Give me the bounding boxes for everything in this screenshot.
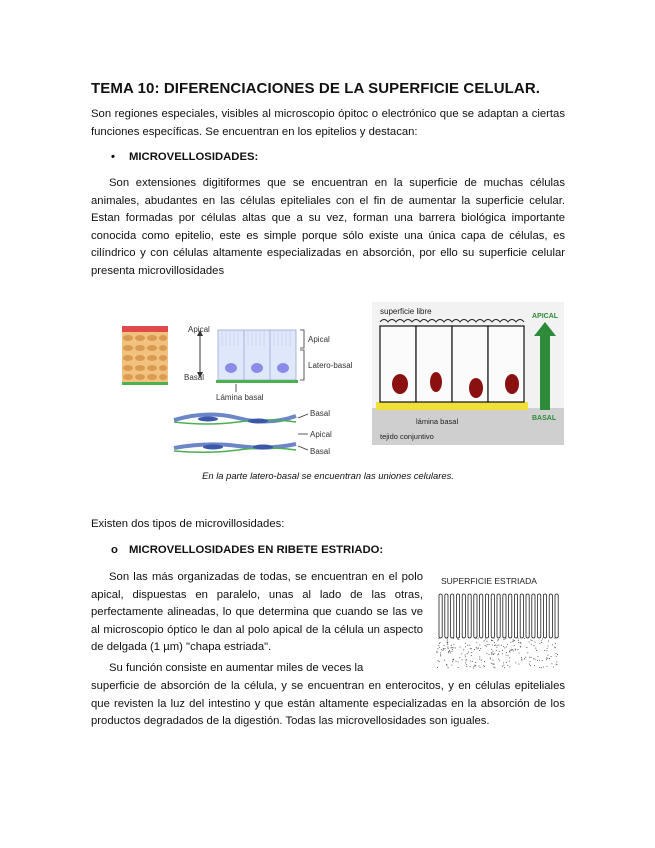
cytoplasm-dot	[491, 649, 492, 650]
bullet-label: MICROVELLOSIDADES:	[129, 151, 259, 163]
cytoplasm-dot	[546, 650, 547, 651]
microvillus	[543, 594, 546, 638]
cytoplasm-dot	[555, 653, 556, 654]
cytoplasm-dot	[494, 663, 495, 664]
cytoplasm-dot	[481, 660, 482, 661]
cytoplasm-dot	[519, 652, 520, 653]
cytoplasm-dot	[541, 642, 542, 643]
label-apical-right: Apical	[308, 335, 330, 344]
cytoplasm-dot	[537, 660, 538, 661]
cytoplasm-dot	[478, 648, 479, 649]
cytoplasm-dot	[491, 654, 492, 655]
cytoplasm-dot	[520, 643, 521, 644]
cytoplasm-dot	[466, 659, 467, 660]
cytoplasm-dot	[557, 654, 558, 655]
cytoplasm-dot	[510, 642, 511, 643]
cytoplasm-dot	[530, 665, 531, 666]
intro-paragraph: Son regiones especiales, visibles al microscopio ópitoc o electrónico que se adaptan a ciertas funciones específicas. Se encuentran en los epitelios y destacan:	[91, 108, 565, 138]
cytoplasm-dot	[551, 663, 552, 664]
cytoplasm-dot	[455, 647, 456, 648]
cytoplasm-dot	[447, 642, 448, 643]
cytoplasm-dot	[509, 666, 510, 667]
microvillus	[485, 594, 488, 638]
cytoplasm-dot	[475, 665, 476, 666]
cytoplasm-dot	[535, 648, 536, 649]
cytoplasm-dot	[494, 667, 495, 668]
cytoplasm-dot	[539, 643, 540, 644]
cytoplasm-dot	[436, 652, 437, 653]
cytoplasm-dot	[466, 664, 467, 665]
cytoplasm-dot	[466, 666, 467, 667]
label-apical-left: Apical	[188, 325, 210, 334]
cytoplasm-dot	[526, 647, 527, 648]
cytoplasm-dot	[507, 665, 508, 666]
cytoplasm-dot	[439, 661, 440, 662]
cytoplasm-dot	[531, 657, 532, 658]
cytoplasm-dot	[494, 653, 495, 654]
cytoplasm-dot	[470, 666, 471, 667]
cytoplasm-dot	[486, 641, 487, 642]
cytoplasm-dot	[453, 638, 454, 639]
cytoplasm-dot	[439, 643, 440, 644]
cytoplasm-dot	[529, 641, 530, 642]
cytoplasm-dot	[542, 660, 543, 661]
cytoplasm-dot	[471, 648, 472, 649]
cytoplasm-dot	[459, 657, 460, 658]
cytoplasm-dot	[506, 662, 507, 663]
cytoplasm-dot	[503, 646, 504, 647]
bullet-mark-o: o	[111, 544, 118, 556]
microvillus	[462, 594, 465, 638]
cytoplasm-dot	[460, 647, 461, 648]
cytoplasm-dot	[491, 640, 492, 641]
cytoplasm-dot	[492, 640, 493, 641]
cytoplasm-dot	[548, 645, 549, 646]
cytoplasm-dot	[437, 660, 438, 661]
label-apical-mid: Apical	[310, 430, 332, 439]
cytoplasm-dot	[437, 648, 438, 649]
microvillus	[532, 594, 535, 638]
cytoplasm-dot	[513, 639, 514, 640]
cytoplasm-dot	[448, 667, 449, 668]
cytoplasm-dot	[527, 652, 528, 653]
cytoplasm-dot	[443, 645, 444, 646]
cytoplasm-dot	[497, 640, 498, 641]
cytoplasm-dot	[438, 638, 439, 639]
cytoplasm-dot	[453, 647, 454, 648]
cytoplasm-dot	[509, 661, 510, 662]
cytoplasm-dot	[475, 662, 476, 663]
label-tejido-conjuntivo: tejido conjuntivo	[380, 432, 434, 441]
label-lamina-basal: Lámina basal	[216, 393, 264, 402]
microvillus	[526, 594, 529, 638]
basement-band-right	[216, 380, 298, 383]
cytoplasm-dot	[474, 649, 475, 650]
cytoplasm-dot	[503, 665, 504, 666]
cytoplasm-dot	[509, 652, 510, 653]
cytoplasm-dot	[444, 648, 445, 649]
cytoplasm-dot	[457, 639, 458, 640]
label-basal-left: Basal	[184, 373, 205, 382]
funcion-paragraph-rest: superficie de absorción de la célula, y se encuentran en enterocitos, y en células epiteliales que revisten la luz del intestino y que están altamente especializadas en la absorción de los productos degradados de la digestión. Todas las microvellosidades son iguales.	[91, 680, 565, 728]
cytoplasm-dot	[507, 644, 508, 645]
cytoplasm-dot	[506, 652, 507, 653]
label-laterobasal: Latero-basal	[308, 361, 353, 370]
cytoplasm-dot	[443, 648, 444, 649]
cytoplasm-dot	[448, 652, 449, 653]
figure-superficie-estriada	[433, 572, 565, 670]
cytoplasm-dot	[534, 665, 535, 666]
cytoplasm-dot	[475, 638, 476, 639]
cytoplasm-dot	[458, 667, 459, 668]
microvillus	[468, 594, 471, 638]
cytoplasm-dot	[497, 654, 498, 655]
cytoplasm-dot	[536, 650, 537, 651]
cytoplasm-dot	[480, 648, 481, 649]
cytoplasm-dot	[504, 647, 505, 648]
cytoplasm-dot	[507, 655, 508, 656]
cytoplasm-dot	[471, 652, 472, 653]
label-apical-arrow: APICAL	[532, 313, 559, 320]
cytoplasm-dot	[452, 647, 453, 648]
columnar-cells-photo	[380, 326, 524, 402]
cytoplasm-dot	[518, 664, 519, 665]
cytoplasm-dot	[553, 667, 554, 668]
microvellosidades-paragraph: Son extensiones digitiformes que se encuentran en la superficie de muchas células animales, abudantes en las células epiteliales con el fin de aumentar la superficie celular. Estan formadas por células altas que a su vez, forman una barrera biológica importante conocida como epitelio, este es simple porque sólo existe una única capa de células, es cilíndrico y con células altamente especializadas en absorción, por ello su superficie celular presenta microvillosidades	[91, 177, 565, 277]
label-basal-b: Basal	[310, 447, 331, 456]
microvillus	[451, 594, 454, 638]
cytoplasm-dot	[546, 657, 547, 658]
microvilli-band	[122, 326, 168, 332]
cytoplasm-dot	[548, 641, 549, 642]
cytoplasm-dot	[497, 645, 498, 646]
cytoplasm-dot	[486, 646, 487, 647]
cytoplasm-dot	[458, 661, 459, 662]
cytoplasm-dot	[477, 648, 478, 649]
cytoplasm-dot	[447, 647, 448, 648]
cytoplasm-dot	[496, 650, 497, 651]
cytoplasm-dot	[452, 661, 453, 662]
cytoplasm-dot	[450, 647, 451, 648]
cytoplasm-dot	[534, 659, 535, 660]
cytoplasm-dot	[547, 648, 548, 649]
microvillus	[439, 594, 442, 638]
cytoplasm-dot	[485, 645, 486, 646]
figure-columnar-epithelium	[372, 302, 564, 445]
cytoplasm-dot	[518, 638, 519, 639]
cytoplasm-dot	[533, 658, 534, 659]
label-basal-arrow: BASAL	[532, 415, 557, 422]
cytoplasm-dot	[471, 655, 472, 656]
types-intro: Existen dos tipos de microvillosidades:	[91, 518, 285, 530]
cytoplasm-dot	[529, 657, 530, 658]
label-superficie-estriada: SUPERFICIE ESTRIADA	[441, 576, 537, 586]
cytoplasm-dot	[452, 649, 453, 650]
cytoplasm-dot	[453, 659, 454, 660]
cytoplasm-dot	[472, 661, 473, 662]
cytoplasm-dot	[494, 642, 495, 643]
cytoplasm-dot	[533, 645, 534, 646]
cytoplasm-dot	[534, 642, 535, 643]
cytoplasm-dot	[556, 656, 557, 657]
cytoplasm-dot	[549, 658, 550, 659]
cytoplasm-dot	[503, 639, 504, 640]
cytoplasm-dot	[502, 666, 503, 667]
ribete-paragraph: Son las más organizadas de todas, se encuentran en el polo apical, dispuestas en paralelo, unas al lado de las otras, perfectamente alineadas, lo que determina que cuando se las ve al microscopio óptico le dan al polo apical de la célula un aspecto de delgada (1 µm) "chapa estriada".	[91, 571, 423, 654]
cytoplasm-dot	[522, 660, 523, 661]
microvillus	[491, 594, 494, 638]
cytoplasm-dot	[556, 664, 557, 665]
microvillus	[520, 594, 523, 638]
cytoplasm-dot	[492, 651, 493, 652]
cytoplasm-dot	[499, 651, 500, 652]
cytoplasm-dot	[479, 659, 480, 660]
cytoplasm-dot	[539, 667, 540, 668]
cytoplasm-dot	[530, 661, 531, 662]
cytoplasm-dot	[440, 654, 441, 655]
microvillus	[549, 594, 552, 638]
cytoplasm-dot	[476, 642, 477, 643]
cytoplasm-dot	[465, 646, 466, 647]
cytoplasm-dot	[515, 649, 516, 650]
cytoplasm-dot	[492, 663, 493, 664]
cytoplasm-dot	[501, 645, 502, 646]
cytoplasm-dot	[496, 647, 497, 648]
cytoplasm-dot	[518, 640, 519, 641]
cytoplasm-dot	[531, 644, 532, 645]
bullet-mark: •	[111, 151, 115, 163]
cytoplasm-dot	[492, 644, 493, 645]
cytoplasm-dot	[455, 661, 456, 662]
cytoplasm-dot	[524, 638, 525, 639]
cytoplasm-dot	[488, 644, 489, 645]
cytoplasm-dot	[437, 667, 438, 668]
cytoplasm-dot	[448, 648, 449, 649]
cytoplasm-dot	[506, 646, 507, 647]
microvillus	[503, 594, 506, 638]
cytoplasm-dot	[530, 639, 531, 640]
cytoplasm-dot	[552, 644, 553, 645]
microvillus	[514, 594, 517, 638]
cytoplasm-dot	[451, 651, 452, 652]
cytoplasm-dot	[498, 645, 499, 646]
microvillus	[509, 594, 512, 638]
label-lamina-basal-photo: lámina basal	[416, 417, 459, 426]
cytoplasm-dot	[494, 645, 495, 646]
cytoplasm-dot	[499, 660, 500, 661]
cytoplasm-dot	[450, 652, 451, 653]
cytoplasm-dot	[521, 659, 522, 660]
cytoplasm-dot	[498, 653, 499, 654]
cytoplasm-dot	[554, 638, 555, 639]
cytoplasm-dot	[479, 650, 480, 651]
cytoplasm-dot	[436, 651, 437, 652]
cytoplasm-dot	[541, 640, 542, 641]
cytoplasm-dot	[476, 647, 477, 648]
microvillus	[480, 594, 483, 638]
cytoplasm-dot	[531, 640, 532, 641]
cytoplasm-dot	[539, 660, 540, 661]
cytoplasm-dot	[447, 640, 448, 641]
lamina-basal-layer	[376, 402, 528, 410]
figure-epithelium-diagram	[118, 318, 353, 458]
microvillus	[456, 594, 459, 638]
stratified-cells	[122, 332, 168, 382]
cytoplasm-dot	[479, 667, 480, 668]
microvillus	[497, 594, 500, 638]
cytoplasm-dot	[448, 651, 449, 652]
bullet-label-2: MICROVELLOSIDADES EN RIBETE ESTRIADO:	[129, 544, 384, 556]
cytoplasm-dot	[485, 638, 486, 639]
cytoplasm-dot	[465, 643, 466, 644]
cytoplasm-dot	[484, 661, 485, 662]
cytoplasm-dot	[504, 667, 505, 668]
cytoplasm-dot	[449, 651, 450, 652]
cytoplasm-dot	[518, 642, 519, 643]
cytoplasm-dot	[529, 664, 530, 665]
cytoplasm-dot	[505, 654, 506, 655]
basement-band-left	[122, 382, 168, 385]
microvillus	[538, 594, 541, 638]
cytoplasm-dot	[537, 656, 538, 657]
columnar-cells	[218, 330, 296, 380]
cytoplasm-dot	[546, 659, 547, 660]
cytoplasm-dot	[512, 649, 513, 650]
cytoplasm-dot	[515, 662, 516, 663]
bullet-microvellosidades	[111, 151, 258, 163]
cytoplasm-dot	[551, 656, 552, 657]
cytoplasm-dot	[541, 667, 542, 668]
cytoplasm-dot	[505, 638, 506, 639]
cytoplasm-dot	[446, 664, 447, 665]
cytoplasm-dot	[513, 650, 514, 651]
cytoplasm-dot	[493, 638, 494, 639]
microvillus	[555, 594, 558, 638]
cytoplasm-dot	[525, 657, 526, 658]
cytoplasm-dot	[453, 644, 454, 645]
cytoplasm-dot	[447, 644, 448, 645]
cytoplasm-dot	[442, 650, 443, 651]
cytoplasm-dot	[439, 642, 440, 643]
cytoplasm-dot	[487, 644, 488, 645]
cytoplasm-dot	[446, 665, 447, 666]
striated-microvilli	[439, 594, 558, 638]
cytoplasm-dot	[468, 652, 469, 653]
cytoplasm-dot	[547, 655, 548, 656]
cytoplasm-dot	[502, 650, 503, 651]
cytoplasm-dots	[436, 637, 558, 668]
cytoplasm-dot	[465, 654, 466, 655]
cytoplasm-dot	[477, 638, 478, 639]
cytoplasm-dot	[544, 650, 545, 651]
cytoplasm-dot	[470, 660, 471, 661]
cytoplasm-dot	[546, 666, 547, 667]
funcion-paragraph-start: Su función consiste en aumentar miles de veces la	[109, 662, 364, 674]
cytoplasm-dot	[469, 645, 470, 646]
cytoplasm-dot	[509, 657, 510, 658]
cytoplasm-dot	[449, 650, 450, 651]
cytoplasm-dot	[461, 653, 462, 654]
cytoplasm-dot	[556, 664, 557, 665]
cytoplasm-dot	[490, 658, 491, 659]
cytoplasm-dot	[502, 653, 503, 654]
cytoplasm-dot	[542, 638, 543, 639]
cytoplasm-dot	[503, 662, 504, 663]
label-superficie-libre: superficie libre	[380, 307, 432, 316]
cytoplasm-dot	[478, 665, 479, 666]
cytoplasm-dot	[524, 658, 525, 659]
cytoplasm-dot	[470, 648, 471, 649]
cytoplasm-dot	[441, 649, 442, 650]
cytoplasm-dot	[465, 656, 466, 657]
cytoplasm-dot	[491, 663, 492, 664]
cytoplasm-dot	[513, 640, 514, 641]
cytoplasm-dot	[463, 649, 464, 650]
cytoplasm-dot	[444, 660, 445, 661]
cytoplasm-dot	[491, 652, 492, 653]
cytoplasm-dot	[465, 662, 466, 663]
cytoplasm-dot	[440, 655, 441, 656]
cytoplasm-dot	[440, 652, 441, 653]
cytoplasm-dot	[543, 667, 544, 668]
label-basal-a: Basal	[310, 409, 331, 418]
cytoplasm-dot	[473, 666, 474, 667]
cytoplasm-dot	[511, 649, 512, 650]
cytoplasm-dot	[484, 640, 485, 641]
cytoplasm-dot	[488, 654, 489, 655]
cytoplasm-dot	[457, 638, 458, 639]
cytoplasm-dot	[498, 639, 499, 640]
cytoplasm-dot	[483, 665, 484, 666]
cytoplasm-dot	[498, 659, 499, 660]
cytoplasm-dot	[473, 667, 474, 668]
cytoplasm-dot	[520, 646, 521, 647]
bullet-ribete-estriado	[111, 544, 383, 556]
figure-caption: En la parte latero-basal se encuentran las uniones celulares.	[202, 470, 454, 481]
cytoplasm-dot	[493, 654, 494, 655]
cytoplasm-dot	[479, 644, 480, 645]
cytoplasm-dot	[467, 653, 468, 654]
cytoplasm-dot	[555, 643, 556, 644]
cytoplasm-dot	[479, 656, 480, 657]
cytoplasm-dot	[556, 661, 557, 662]
microvillus	[474, 594, 477, 638]
cytoplasm-dot	[514, 645, 515, 646]
cytoplasm-dot	[439, 647, 440, 648]
cytoplasm-dot	[517, 649, 518, 650]
cytoplasm-dot	[451, 645, 452, 646]
cytoplasm-dot	[521, 657, 522, 658]
polarity-arrow-green	[540, 334, 550, 410]
cytoplasm-dot	[461, 659, 462, 660]
cytoplasm-dot	[486, 653, 487, 654]
cytoplasm-dot	[554, 647, 555, 648]
cytoplasm-dot	[493, 666, 494, 667]
microvillus	[445, 594, 448, 638]
page-title: TEMA 10: DIFERENCIACIONES DE LA SUPERFICIE CELULAR.	[91, 80, 541, 97]
squamous-cells	[174, 414, 296, 452]
cytoplasm-dot	[447, 638, 448, 639]
cytoplasm-dot	[492, 660, 493, 661]
cytoplasm-dot	[467, 645, 468, 646]
cytoplasm-dot	[438, 645, 439, 646]
cytoplasm-dot	[512, 641, 513, 642]
cytoplasm-dot	[451, 664, 452, 665]
